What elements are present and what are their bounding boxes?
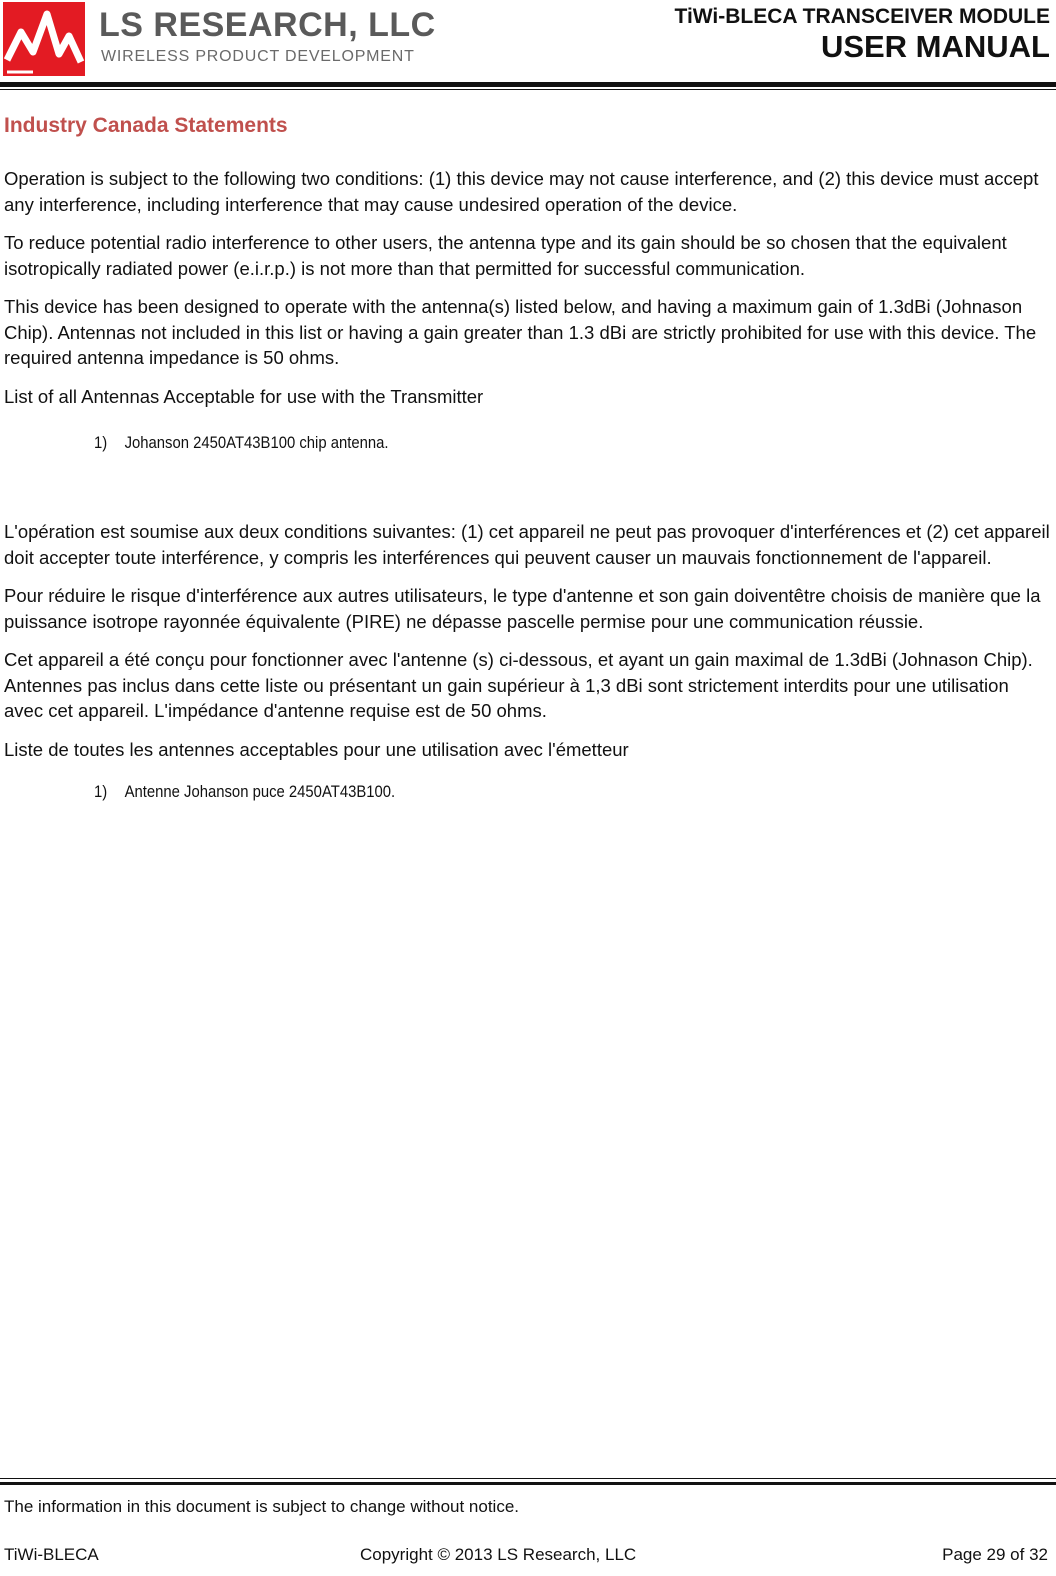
footer-copyright: Copyright © 2013 LS Research, LLC xyxy=(360,1545,637,1564)
section-heading: Industry Canada Statements xyxy=(4,114,288,137)
logo-mark-icon xyxy=(3,2,85,76)
list-number: 1) xyxy=(94,783,108,801)
logo-tagline: WIRELESS PRODUCT DEVELOPMENT xyxy=(101,48,415,65)
list-text: Antenne Johanson puce 2450AT43B100. xyxy=(124,783,396,801)
manual-title: USER MANUAL xyxy=(820,29,1050,64)
footer-rule-thin xyxy=(0,1478,1056,1479)
list-text: Johanson 2450AT43B100 chip antenna. xyxy=(124,434,389,452)
header-titles xyxy=(675,4,1050,64)
page-content xyxy=(4,112,1050,804)
footer-rule-thick xyxy=(0,1482,1056,1485)
header-rule-thin xyxy=(0,89,1056,90)
en-paragraph-3: This device has been designed to operate with the antenna(s) listed below, and having a maximum gain of 1.3dBi (Johnason Chip). Antennas not included in this list or having a gain greater than 1.3 dBi are strictly prohibited for use with this device. The required antenna impedance is 50 ohms. xyxy=(4,296,1037,368)
page-header xyxy=(0,0,1056,90)
fr-paragraph-4: Liste de toutes les antennes acceptables pour une utilisation avec l'émetteur xyxy=(4,738,629,760)
company-logo xyxy=(3,2,436,76)
fr-antenna-list-item xyxy=(94,780,954,804)
footer-notice: The information in this document is subject to change without notice. xyxy=(4,1497,520,1516)
list-number: 1) xyxy=(94,434,108,452)
en-antenna-list-item xyxy=(94,431,954,455)
en-paragraph-2: To reduce potential radio interference to other users, the antenna type and its gain should be so chosen that the equivalent isotropically radiated power (e.i.r.p.) is not more than that permitted for successful communication. xyxy=(4,232,1007,279)
footer-page-number: Page 29 of 32 xyxy=(942,1545,1048,1564)
logo-company-name: LS RESEARCH, LLC xyxy=(99,6,436,44)
en-paragraph-1: Operation is subject to the following two conditions: (1) this device may not cause interference, and (2) this device must accept any interference, including interference that may cause undesired operation of the device. xyxy=(4,168,1039,215)
en-paragraph-4: List of all Antennas Acceptable for use with the Transmitter xyxy=(4,385,484,407)
module-title: TiWi-BLECA TRANSCEIVER MODULE xyxy=(674,5,1050,28)
footer-doc-id: TiWi-BLECA xyxy=(4,1545,99,1564)
fr-paragraph-2: Pour réduire le risque d'interférence aux autres utilisateurs, le type d'antenne et son gain doiventêtre choisis de manière que la puissance isotrope rayonnée équivalente (PIRE) ne dépasse pascelle permise pour une communication réussie. xyxy=(4,585,1041,632)
fr-paragraph-1: L'opération est soumise aux deux conditions suivantes: (1) cet appareil ne peut pas provoquer d'interférences et (2) cet appareil doit accepter toute interférence, y compris les interférences qui peuvent causer un mauvais fonctionnement de l'appareil. xyxy=(4,521,1050,568)
header-rule-thick xyxy=(0,82,1056,87)
fr-paragraph-3: Cet appareil a été conçu pour fonctionner avec l'antenne (s) ci-dessous, et ayant un gain maximal de 1.3dBi (Johnason Chip). Antennes pas inclus dans cette liste ou présentant un gain supérieur à 1,3 dBi sont strictement interdits pour une utilisation avec cet appareil. L'impédance d'antenne requise est de 50 ohms. xyxy=(4,649,1033,721)
